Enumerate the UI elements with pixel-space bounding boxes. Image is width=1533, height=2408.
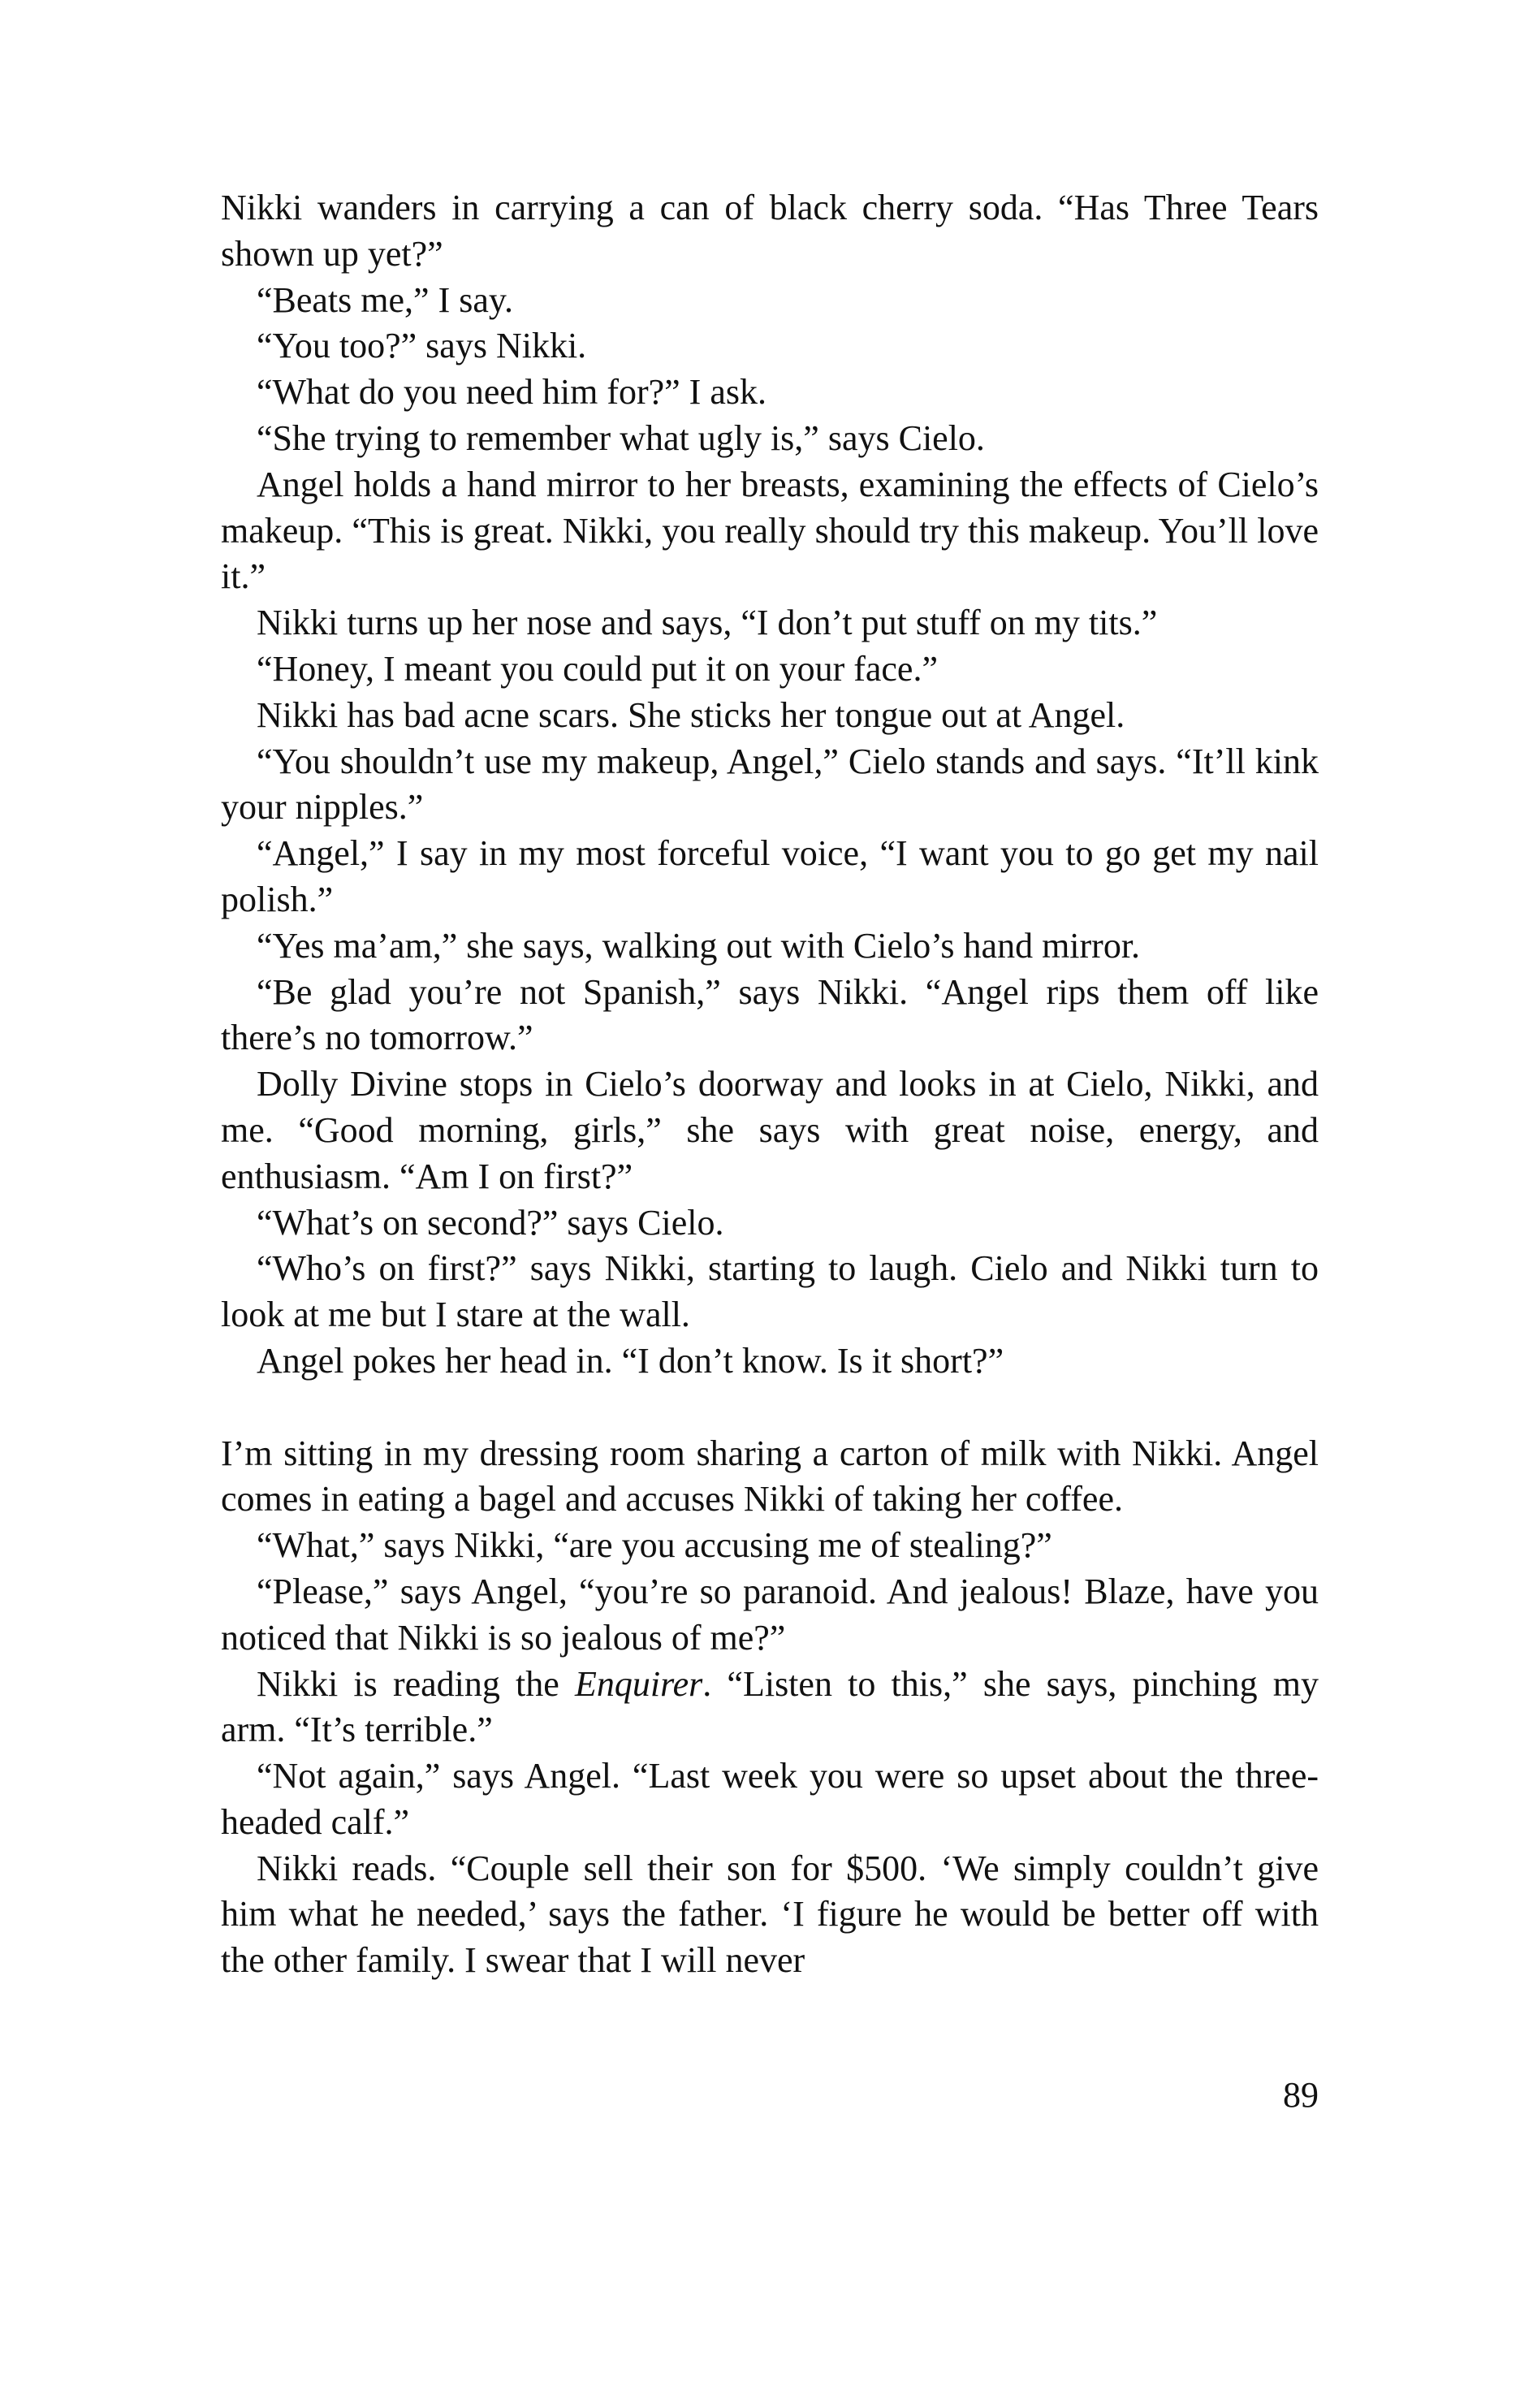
body-text xyxy=(221,185,1319,1984)
section-break xyxy=(221,1385,1319,1431)
paragraph-22: “Not again,” says Angel. “Last week you were so upset about the three-headed calf.” xyxy=(221,1756,1319,1842)
paragraph-1: Nikki wanders in carrying a can of black cherry soda. “Has Three Tears shown up yet?” xyxy=(221,188,1319,274)
paragraph-21-after: . “Listen to this,” she says, pinching my arm. “It’s terrible.” xyxy=(221,1663,1319,1750)
paragraph-13: “Be glad you’re not Spanish,” says Nikki. “Angel rips them off like there’s no tomorrow.” xyxy=(221,971,1319,1058)
paragraph-18: I’m sitting in my dressing room sharing a carton of milk with Nikki. Angel comes in eating a bagel and accuses Nikki of taking her coffee. xyxy=(221,1433,1319,1520)
paragraph-4: “What do you need him for?” I ask. xyxy=(257,372,766,413)
paragraph-2: “Beats me,” I say. xyxy=(257,279,514,320)
paragraph-14: Dolly Divine stops in Cielo’s doorway and looks in at Cielo, Nikki, and me. “Good morning, girls,” she says with great noise, energy, and enthusiasm. “Am I on first?” xyxy=(221,1064,1319,1196)
page-number: 89 xyxy=(1283,2075,1319,2115)
paragraph-21 xyxy=(221,1662,1319,1754)
paragraph-6: Angel holds a hand mirror to her breasts, examining the effects of Cielo’s makeup. “This is great. Nikki, you really should try this makeup. You’ll love it.” xyxy=(221,464,1319,597)
paragraph-20: “Please,” says Angel, “you’re so paranoid. And jealous! Blaze, have you noticed that Nikki is so jealous of me?” xyxy=(221,1571,1319,1658)
paragraph-3: “You too?” says Nikki. xyxy=(257,326,587,366)
paragraph-15: “What’s on second?” says Cielo. xyxy=(257,1202,724,1243)
paragraph-11: “Angel,” I say in my most forceful voice, “I want you to go get my nail polish.” xyxy=(221,833,1319,919)
paragraph-12: “Yes ma’am,” she says, walking out with Cielo’s hand mirror. xyxy=(257,925,1141,966)
paragraph-19: “What,” says Nikki, “are you accusing me of stealing?” xyxy=(257,1525,1052,1566)
paragraph-21-before: Nikki is reading the xyxy=(257,1663,575,1704)
paragraph-8: “Honey, I meant you could put it on your face.” xyxy=(257,648,938,689)
enquirer-title: Enquirer xyxy=(575,1663,703,1704)
paragraph-5: “She trying to remember what ugly is,” says Cielo. xyxy=(257,417,985,458)
paragraph-16: “Who’s on first?” says Nikki, starting to laugh. Cielo and Nikki turn to look at me but I stare at the wall. xyxy=(221,1248,1319,1335)
paragraph-23: Nikki reads. “Couple sell their son for $500. ‘We simply couldn’t give him what he needed,’ says the father. ‘I figure he would be better off with the other family. I swear that I will never xyxy=(221,1848,1319,1981)
paragraph-17: Angel pokes her head in. “I don’t know. Is it short?” xyxy=(257,1340,1004,1381)
paragraph-9: Nikki has bad acne scars. She sticks her tongue out at Angel. xyxy=(257,694,1125,735)
paragraph-7: Nikki turns up her nose and says, “I don’t put stuff on my tits.” xyxy=(257,603,1158,643)
paragraph-10: “You shouldn’t use my makeup, Angel,” Cielo stands and says. “It’ll kink your nipples.” xyxy=(221,741,1319,828)
